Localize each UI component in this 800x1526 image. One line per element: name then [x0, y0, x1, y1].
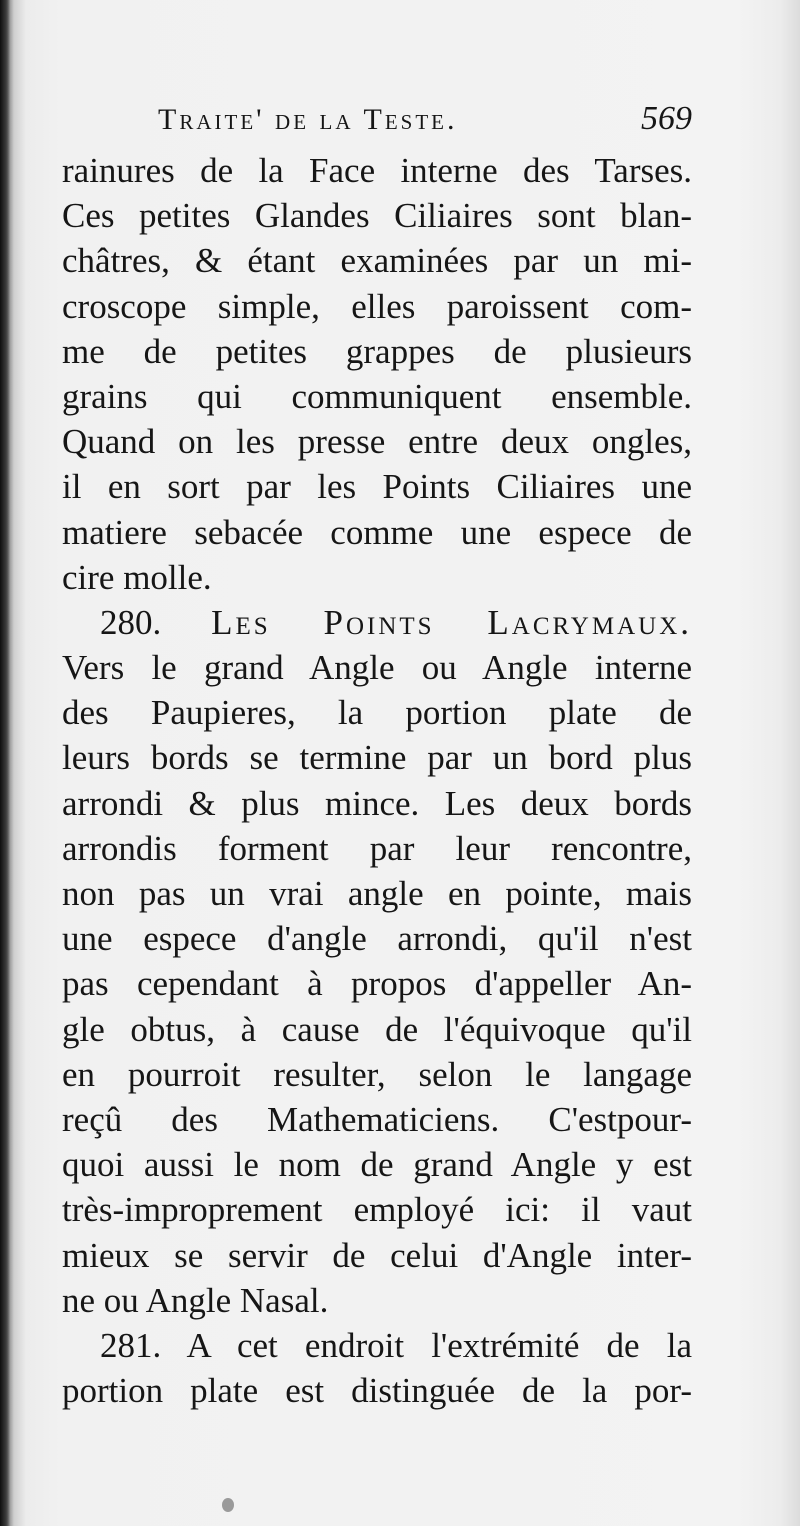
text-line: arrondis forment par leur rencontre,: [62, 828, 692, 868]
text-line: non pas un vrai angle en pointe, mais: [62, 874, 692, 913]
text-line: 281. A cet endroit l'extrémité de la: [100, 1325, 692, 1365]
text-line: me de petites grappes de plusieurs: [62, 331, 692, 371]
text-line: des Paupieres, la portion plate de: [62, 693, 692, 733]
text-line: arrondi & plus mince. Les deux bords: [62, 783, 692, 823]
text-line: châtres, & étant examinées par un mi-: [62, 241, 692, 281]
text-line: très-improprement employé ici: il vaut: [62, 1190, 692, 1230]
text-line: Ces petites Glandes Ciliaires sont blan-: [62, 196, 692, 236]
text-line: rainures de la Face interne des Tarses.: [62, 151, 692, 190]
text-line: pas cependant à propos d'appeller An-: [62, 964, 692, 1004]
paragraph-1: [62, 148, 692, 600]
section-number: 280.: [100, 602, 162, 642]
text-line: leurs bords se termine par un bord plus: [62, 738, 692, 778]
text-line: matiere sebacée comme une espece de: [62, 512, 692, 552]
text-line: une espece d'angle arrondi, qu'il n'est: [62, 919, 692, 959]
text-line: reçû des Mathematiciens. C'estpour-: [62, 1099, 692, 1139]
running-head: Traite' de la Teste.: [158, 103, 458, 136]
text-line: en pourroit resulter, selon le langage: [62, 1054, 692, 1094]
text-line: croscope simple, elles paroissent com-: [62, 286, 692, 326]
text-line: ne ou Angle Nasal.: [62, 1280, 329, 1320]
text-line: Vers le grand Angle ou Angle interne: [62, 648, 692, 688]
text-line: portion plate est distinguée de la por-: [62, 1371, 692, 1411]
text-block: [62, 100, 692, 1413]
paragraph-280: [62, 600, 692, 1323]
binding-gutter-shadow: [0, 0, 10, 1526]
text-line: gle obtus, à cause de l'équivoque qu'il: [62, 1009, 692, 1049]
section-heading: Les Points Lacrymaux.: [211, 602, 692, 642]
text-line: quoi aussi le nom de grand Angle y est: [62, 1145, 692, 1185]
text-line: Quand on les presse entre deux ongles,: [62, 422, 692, 462]
page-header: [158, 100, 692, 148]
paragraph-281: [62, 1323, 692, 1413]
section-heading-line: [62, 600, 692, 645]
text-line: cire molle.: [62, 557, 212, 597]
ink-speck: [222, 1498, 234, 1512]
text-line: il en sort par les Points Ciliaires une: [62, 467, 692, 507]
text-line: mieux se servir de celui d'Angle inter-: [62, 1235, 692, 1275]
text-line: grains qui communiquent ensemble.: [62, 376, 692, 416]
page-number: 569: [641, 100, 692, 137]
